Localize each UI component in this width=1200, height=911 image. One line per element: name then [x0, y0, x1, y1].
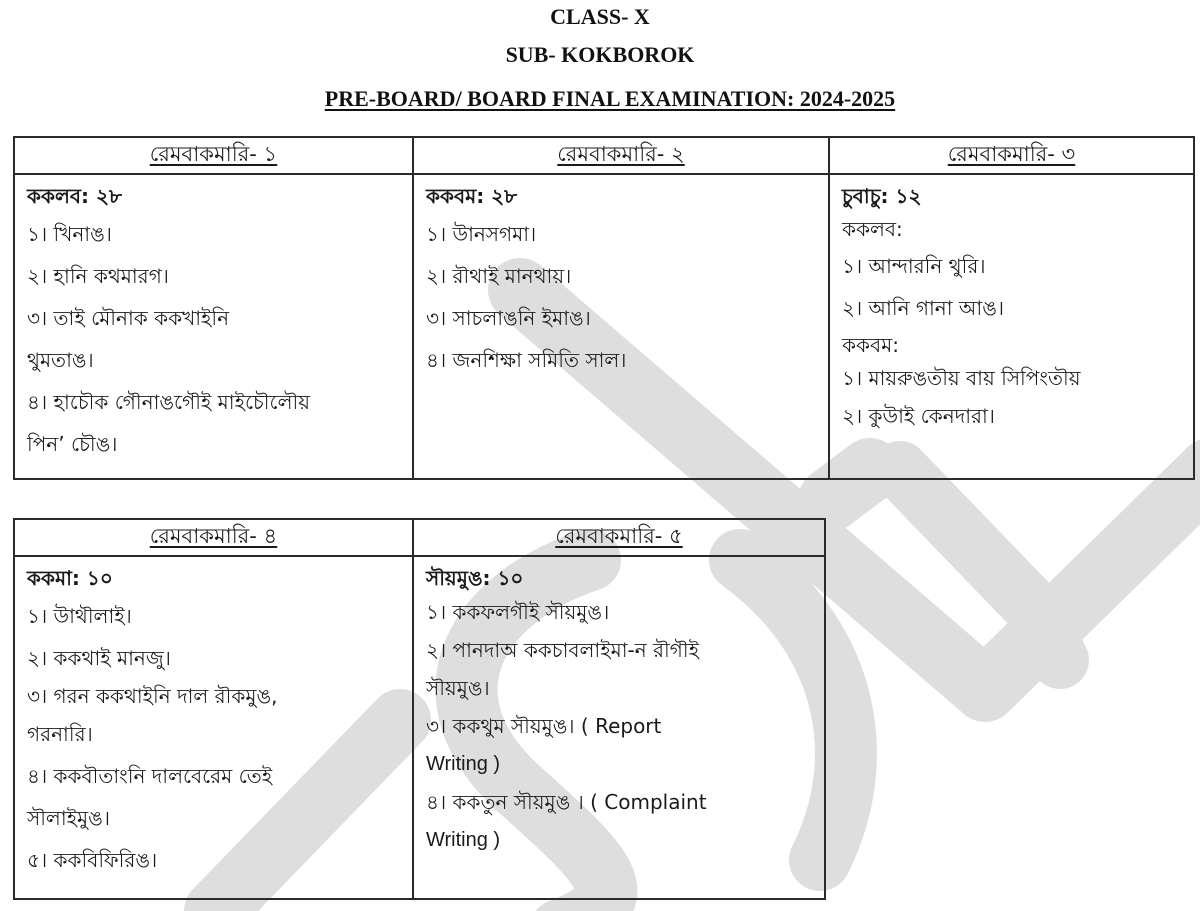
list-item: পিন’ চৌঙ। — [27, 432, 118, 456]
list-item: ৩। ককথুম সৗয়মুঙ। ( Report — [426, 714, 662, 738]
unit-5-cell — [413, 556, 825, 899]
list-item: ৫। ককবিফিরিঙ। — [27, 848, 158, 872]
section-label: ককলব: — [842, 217, 903, 241]
list-item: ২। হানি কথমারগ। — [27, 264, 169, 288]
unit-1-marks: ককলব: ২৮ — [27, 184, 122, 208]
list-item: থুমতাঙ। — [27, 348, 94, 372]
list-item: ২। পানদাঅ ককচাবলাইমা-ন রৗগৗই — [426, 638, 699, 662]
list-item: ২। কুউাই কেনদারা। — [842, 404, 995, 428]
list-item: ১। মায়রুঙতৗয় বায় সিপিংতৗয় — [842, 366, 1081, 390]
list-item: ৪। ককবৗতাংনি দালবেরেম তেই — [27, 764, 273, 788]
list-item: ৪। হাচৌক গৌনাঙগৌই মাইচৌলৌয় — [27, 390, 310, 414]
list-item: ৩। গরন ককথাইনি দাল রৗকমুঙ, — [27, 684, 278, 708]
unit-2-header: রেমবাকমারি- ২ — [413, 137, 829, 174]
list-item: ২। ককথাই মানজু। — [27, 646, 171, 670]
unit-3-marks: চুবাচু: ১২ — [842, 184, 922, 208]
unit-4-marks: ককমা: ১০ — [27, 566, 113, 590]
list-item: ২। রৗথাই মানথায়। — [426, 264, 572, 288]
list-item: ৪। জনশিক্ষা সমিতি সাল। — [426, 348, 627, 372]
syllabus-table-units-1-3 — [13, 136, 1195, 480]
list-item: সৗয়মুঙ। — [426, 676, 490, 700]
list-item: সৗলাইমুঙ। — [27, 806, 110, 830]
list-item: ২। আনি গানা আঙ। — [842, 296, 1005, 320]
unit-5-marks: সৗয়মুঙ: ১০ — [426, 566, 524, 590]
exam-heading: PRE-BOARD/ BOARD FINAL EXAMINATION: 2024-2025 — [324, 86, 896, 111]
unit-2-cell — [413, 174, 829, 479]
list-item: Writing ) — [426, 829, 501, 851]
list-item: ১। উাথৗলাই। — [27, 604, 132, 628]
list-item: Writing ) — [426, 753, 501, 775]
unit-1-cell — [14, 174, 413, 479]
unit-4-header: রেমবাকমারি- ৪ — [14, 519, 413, 556]
unit-3-header: রেমবাকমারি- ৩ — [829, 137, 1194, 174]
list-item: ১। উানসগমা। — [426, 222, 537, 246]
unit-2-marks: ককবম: ২৮ — [426, 184, 518, 208]
list-item: ১। আন্দারনি থুরি। — [842, 254, 986, 278]
unit-3-cell — [829, 174, 1194, 479]
section-label: ককবম: — [842, 333, 899, 357]
syllabus-table-units-4-5 — [13, 518, 826, 900]
list-item: ১। খিনাঙ। — [27, 222, 112, 246]
list-item: ১। ককফলগৗই সৗয়মুঙ। — [426, 600, 610, 624]
class-heading: CLASS- X — [550, 4, 650, 29]
list-item: ৪। ককতুন সৗয়মুঙ । ( Complaint — [426, 790, 707, 814]
unit-5-header: রেমবাকমারি- ৫ — [413, 519, 825, 556]
subject-heading: SUB- KOKBOROK — [505, 42, 695, 67]
list-item: গরনারি। — [27, 722, 93, 746]
unit-4-cell — [14, 556, 413, 899]
unit-1-header: রেমবাকমারি- ১ — [14, 137, 413, 174]
list-item: ৩। সাচলাঙনি ইমাঙ। — [426, 306, 591, 330]
list-item: ৩। তাই মৌনাক ককখাইনি — [27, 306, 230, 330]
